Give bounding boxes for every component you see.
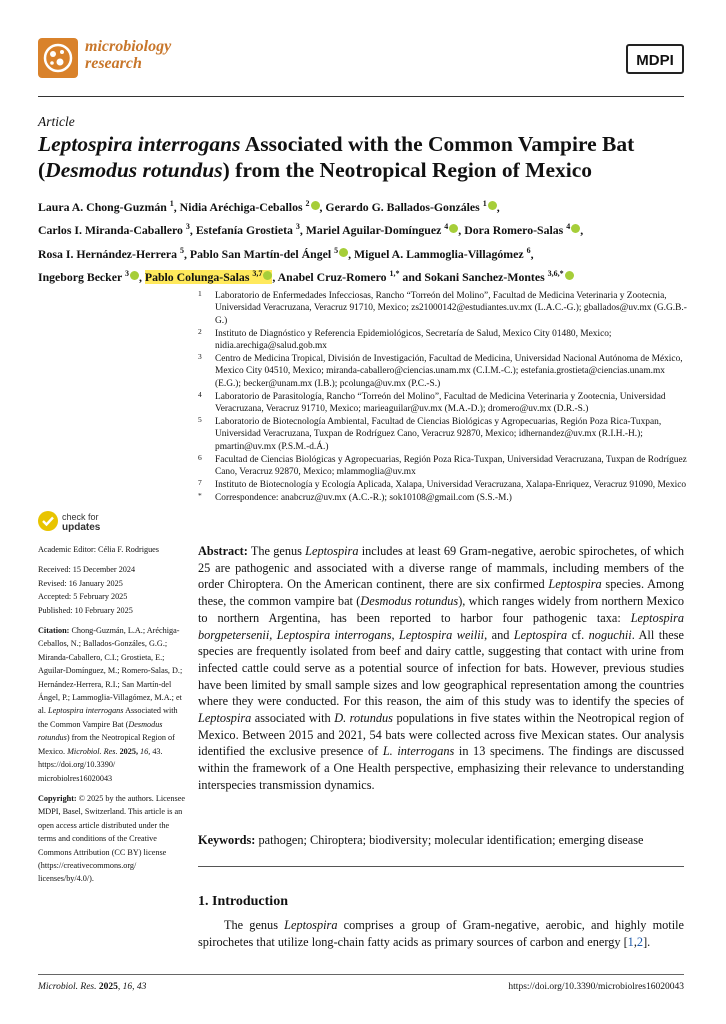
author-affiliation-marker: 4 [444,222,449,232]
journal-name: microbiology research [85,38,172,72]
author-affiliation-marker: 3 [124,269,129,279]
author [190,247,348,261]
author-name: Miguel A. Lammoglia-Villagómez [354,246,524,261]
author-name: Anabel Cruz-Romero [277,270,387,285]
affiliation [198,454,688,479]
author-affiliation-marker: 1 [482,199,487,208]
affiliation-text: Laboratorio de Parasitología, Rancho “Torreón del Molino”, Facultad de Medicina Veterinaria y Zootecnia, Universidad Veracruzana, Veracruz 91710, Mexico; marieaguilar@uv.mx (M.A.-D.); dromero@uv.mx (D.R.-S.) [215,391,666,415]
author [424,270,573,284]
citation-doi-link[interactable]: 43. https://doi.org/10.3390/ microbiolres16020043 [38,746,163,783]
publisher-logo: MDPI [626,44,684,74]
author [278,270,400,284]
author-name: Sokani Sanchez-Montes [424,270,545,285]
affiliation-text: Facultad de Ciencias Biológicas y Agropecuarias, Región Poza Rica-Tuxpan, Universidad Veracruzana, Tuxpan de Rodríguez Cano, Veracruz 92870, Mexico; mlammoglia@uv.mx [215,454,687,478]
accepted-date: Accepted: 5 February 2025 [38,592,128,602]
affiliation-number: * [198,491,202,500]
author [306,223,459,237]
affiliation-number: 4 [198,389,202,399]
author-name: Laura A. Chong-Guzmán [38,199,167,214]
author [38,270,139,284]
author-list [38,194,698,288]
article-sidebar [38,543,188,893]
affiliations [198,290,688,505]
author-name: Nidia Aréchiga-Ceballos [179,199,303,214]
reference-link[interactable]: 2 [636,934,644,949]
author-name: Dora Romero-Salas [464,223,564,238]
affiliation-number: 2 [198,326,202,336]
author-separator: , [173,199,180,214]
abstract: Abstract: The genus Leptospira includes at least 69 Gram-negative, aerobic spirochetes, of which 25 are pathogenic and associated with a diverse range of mammals, including members of the order Chiroptera. On the American continent, there are six confirmed Leptospira species. Among these, the common vampire bat (Desmodus rotundus), which ranges widely from northern Mexico to northern Argentina, has been reported to harbor four pathogenic taxa: Leptospira borgpetersenii, Leptospira interrogans, Leptospira weilii, and Leptospira cf. noguchii. All these species are frequently isolated from beef and dairy cattle, suggesting that contact with urine from infected cattle could serve as a potential source of infection for bats. However, previous studies have been limited by small sample sizes and low geographical representation among the countries where they were conducted. For this reason, the aim of this study was to identify the species of Leptospira associated with D. rotundus populations in five states within the Neotropical region of Mexico. Between 2015 and 2021, 54 bats were collected across five Mexican states. Our analysis identified the exclusive presence of L. interrogans in 13 specimens. The findings are discussed within the framework of a One Health perspective, emphasizing their relevance to understanding interspecies transmission dynamics. [198,544,684,792]
author-separator: , [319,199,326,214]
author-name: Gerardo G. Ballados-Gonzáles [325,199,480,214]
orcid-icon[interactable] [339,248,348,257]
affiliation [198,353,688,390]
header-divider [38,96,684,97]
author [464,223,580,237]
author-affiliation-marker: 3,7 [252,269,263,279]
affiliation-text: Centro de Medicina Tropical, División de Investigación, Facultad de Medicina, Universidad Nacional Autónoma de México, Mexico City 04510, Mexico; miranda-caballero@ciencias.unam.mx (C.I.M.-C.); estefania.grostieta@ciencias.unam.mx (E.G.); becker@unam.mx (I.B.); pcolunga@uv.mx (P.C.-S.) [215,354,683,389]
check-for-updates-link[interactable]: check for updates [62,512,101,533]
author-affiliation-marker: 5 [334,245,339,255]
author [38,223,190,237]
author-name: Mariel Aguilar-Domínguez [305,223,442,238]
author [38,247,184,261]
footer-doi-link[interactable]: https://doi.org/10.3390/microbiolres16020043 [508,982,684,992]
orcid-icon[interactable] [571,224,580,233]
author-separator: , [580,223,584,238]
footer-citation: Microbiol. Res. 2025, 16, 43 [38,982,147,992]
affiliation [198,492,688,504]
introduction-paragraph: The genus Leptospira comprises a group of Gram-negative, aerobic, and highly motile spirochetes that utilize long-chain fatty acids as primary sources of carbon and energy [1,2]. [198,918,684,949]
orcid-icon[interactable] [311,201,320,210]
affiliation-text: Laboratorio de Enfermedades Infecciosas, Rancho “Torreón del Molino”, Facultad de Medicina Veterinaria y Zootecnia, Universidad Veracruzana, Veracruz 91710, Mexico; zs21000142@estudiantes.uv.mx (L.A.C.-G.); gballados@uv.mx (G.G.B.-G.) [215,291,687,326]
author-separator: , [189,223,196,238]
author-name: Pablo San Martín-del Ángel [189,246,332,261]
author-name: Carlos I. Miranda-Caballero [38,223,183,238]
affiliation-number: 6 [198,452,202,462]
affiliation [198,479,688,491]
academic-editor: Academic Editor: Célia F. Rodrigues [38,545,159,554]
affiliation-number: 3 [198,352,202,362]
affiliation-text: Correspondence: anabcruz@uv.mx (A.C.-R.); sok10108@gmail.com (S.S.-M.) [215,493,512,503]
check-for-updates-icon[interactable] [38,511,58,531]
abstract-divider [198,866,684,867]
affiliation-number: 7 [198,478,202,488]
author-separator: , [530,246,534,261]
author [325,200,496,214]
author-affiliation-marker: 1 [169,199,174,208]
section-heading-introduction: 1. Introduction [198,894,288,909]
author [38,200,174,214]
footer-divider [38,974,684,975]
reference-link[interactable]: 1 [627,934,634,949]
keywords: Keywords: pathogen; Chiroptera; biodiversity; molecular identification; emerging disease [198,833,644,847]
author-separator: , [496,199,500,214]
orcid-icon[interactable] [130,271,139,280]
affiliation [198,416,688,453]
author-affiliation-marker: 3,6,* [547,269,564,279]
affiliation [198,391,688,416]
author-separator: , [138,270,145,285]
author [180,200,320,214]
orcid-icon[interactable] [565,271,574,280]
author [196,223,300,237]
author-affiliation-marker: 4 [566,222,571,232]
author-affiliation-marker: 3 [185,222,190,232]
author [145,270,273,284]
affiliation-text: Laboratorio de Biotecnología Ambiental, Facultad de Ciencias Biológicas y Agropecuarias, Región Poza Rica-Tuxpan, Universidad Veracruzana, Tuxpan de Rodríguez Cano, Veracruz 92870, Mexico; idhernandez@uv.mx (R.I.H.-H.); pmartin@uv.mx (P.S.M.-d.Á.) [215,417,662,452]
affiliation-number: 5 [198,415,202,425]
orcid-icon[interactable] [488,201,497,210]
author-affiliation-marker: 5 [179,245,184,255]
affiliation-number: 1 [198,289,202,298]
author-separator: , [272,270,278,285]
author-name: Ingeborg Becker [38,270,122,285]
orcid-icon[interactable] [449,224,458,233]
author-separator: , [183,246,190,261]
author-affiliation-marker: 3 [295,222,300,232]
received-date: Received: 15 December 2024 [38,565,136,575]
author [354,247,531,261]
author-name: Estefanía Grostieta [195,223,293,238]
author-separator: , [299,223,306,238]
author-separator: and [399,270,425,285]
journal-logo-icon [38,38,78,78]
affiliation-text: Instituto de Diagnóstico y Referencia Epidemiológicos, Secretaría de Salud, Mexico City 01480, Mexico; nidia.arechiga@salud.gob.mx [215,328,612,352]
author-name: Rosa I. Hernández-Herrera [38,246,178,261]
published-date: Published: 10 February 2025 [38,605,133,615]
citation: Citation: Chong-Guzmán, L.A.; Aréchiga-Ceballos, N.; Ballados-Gonzáles, G.G.; Miranda-Caballero, C.I.; Grostieta, E.; Aguilar-Domínguez, M.; Romero-Salas, D.; Hernández-Herrera, R.I.; San Martín-del Ángel, P.; Lammoglia-Villagómez, M.A.; et al. Leptospira interrogans Associated with the Common Vampire Bat (Desmodus rotundus) from the Neotropical Region of Mexico. Microbiol. Res. 2025, 16, 43. https://doi.org/10.3390/ microbiolres16020043 [38,626,183,783]
copyright: Copyright: © 2025 by the authors. Licensee MDPI, Basel, Switzerland. This article is an open access article distributed under the terms and conditions of the Creative Commons Attribution (CC BY) license (https://creativecommons.org/ licenses/by/4.0/). [38,793,185,884]
author-affiliation-marker: 1,* [389,269,400,279]
affiliation [198,328,688,353]
author-affiliation-marker: 2 [305,199,310,208]
author-name: Pablo Colunga-Salas [144,270,250,285]
affiliation [198,290,688,327]
article-type: Article [38,114,75,129]
author-separator: , [348,246,354,261]
affiliation-text: Instituto de Biotecnología y Ecología Aplicada, Xalapa, Universidad Veracruzana, Xalapa-Enriquez, Veracruz 91090, Mexico [215,480,687,491]
author-affiliation-marker: 6 [526,245,531,255]
paper-title: Leptospira interrogans Associated with the Common Vampire Bat (Desmodus rotundus) from the Neotropical Region of Mexico [38,132,635,182]
revised-date: Revised: 16 January 2025 [38,578,123,588]
author-separator: , [458,223,465,238]
